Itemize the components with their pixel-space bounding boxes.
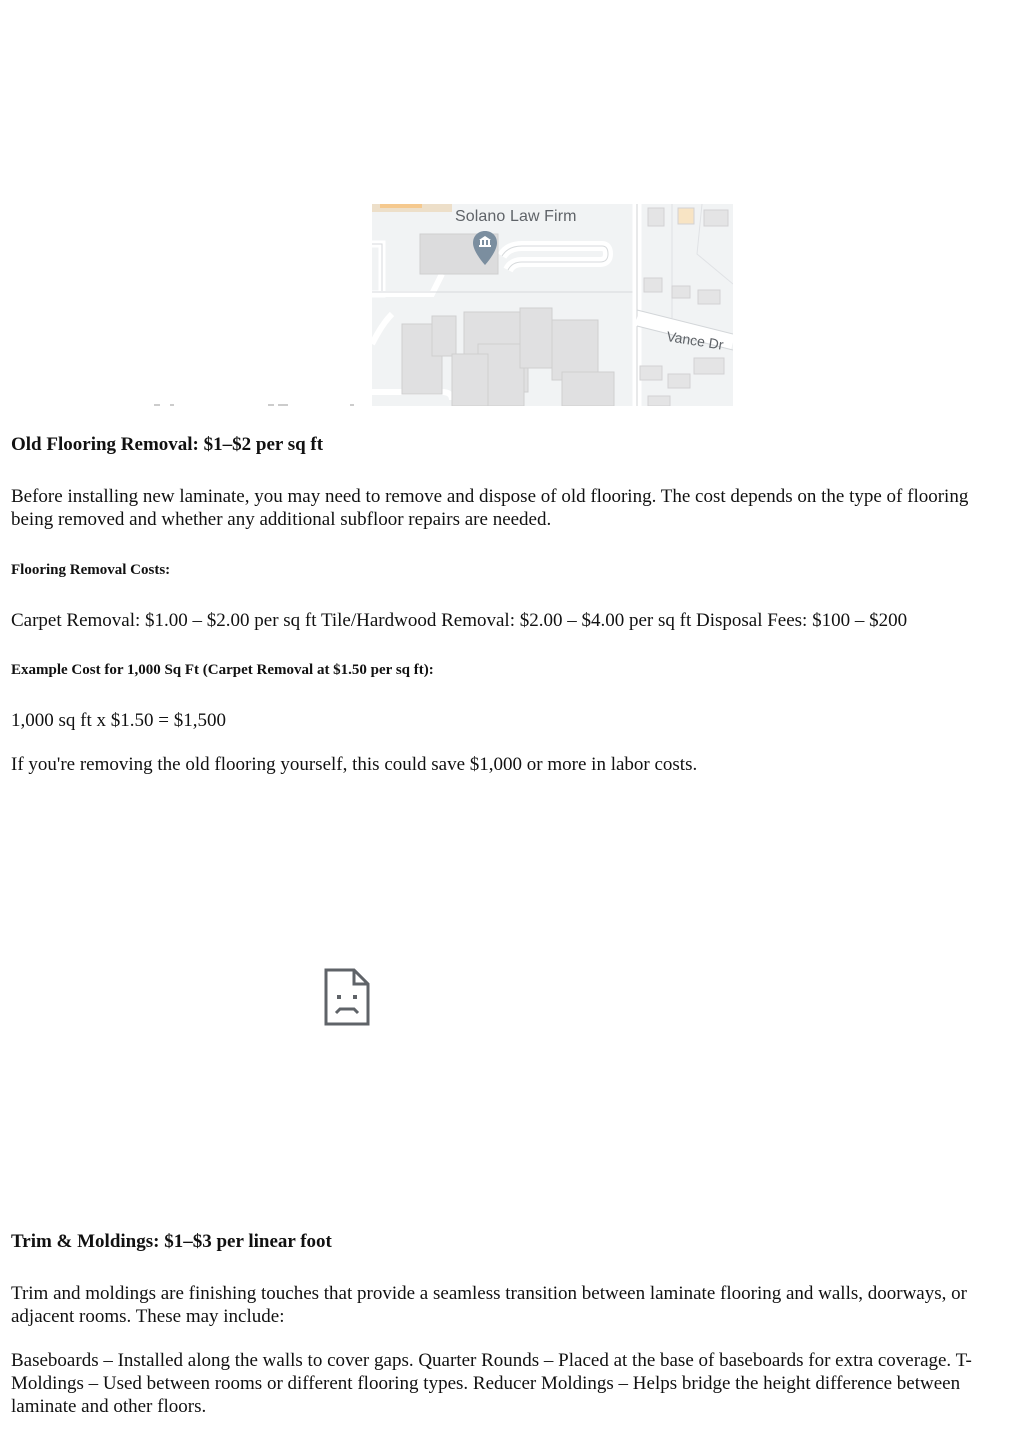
text-fragment-divider	[150, 402, 365, 408]
old-flooring-heading: Old Flooring Removal: $1–$2 per sq ft	[11, 434, 324, 455]
map-thumbnail[interactable]	[372, 204, 733, 406]
example-cost-calculation: 1,000 sq ft x $1.50 = $1,500	[11, 710, 226, 731]
bank-pin-icon[interactable]	[472, 230, 498, 266]
old-flooring-intro: Before installing new laminate, you may need to remove and dispose of old flooring. The cost depends on the type of flooring being removed and whether any additional subfloor repairs are needed.	[11, 486, 969, 530]
removal-costs-list: Carpet Removal: $1.00 – $2.00 per sq ft Tile/Hardwood Removal: $2.00 – $4.00 per sq ft Disposal Fees: $100 – $200	[11, 610, 908, 631]
trim-moldings-intro: Trim and moldings are finishing touches that provide a seamless transition between laminate flooring and walls, doorways, or adjacent rooms. These may include:	[11, 1283, 967, 1327]
example-cost-heading: Example Cost for 1,000 Sq Ft (Carpet Removal at $1.50 per sq ft):	[11, 662, 434, 678]
map-graphic	[372, 204, 733, 406]
trim-moldings-heading: Trim & Moldings: $1–$3 per linear foot	[11, 1231, 332, 1252]
broken-image-icon	[324, 968, 370, 1026]
map-place-label[interactable]: Solano Law Firm	[455, 208, 577, 225]
removal-costs-heading: Flooring Removal Costs:	[11, 562, 171, 578]
diy-savings-note: If you're removing the old flooring yourself, this could save $1,000 or more in labor costs.	[11, 754, 698, 775]
trim-moldings-list: Baseboards – Installed along the walls to cover gaps. Quarter Rounds – Placed at the base of baseboards for extra coverage. T-Moldings – Used between rooms or different flooring types. Reducer Moldings – Helps bridge the height difference between laminate and other floors.	[11, 1350, 972, 1417]
map-street-label: Vance Dr	[665, 328, 725, 353]
